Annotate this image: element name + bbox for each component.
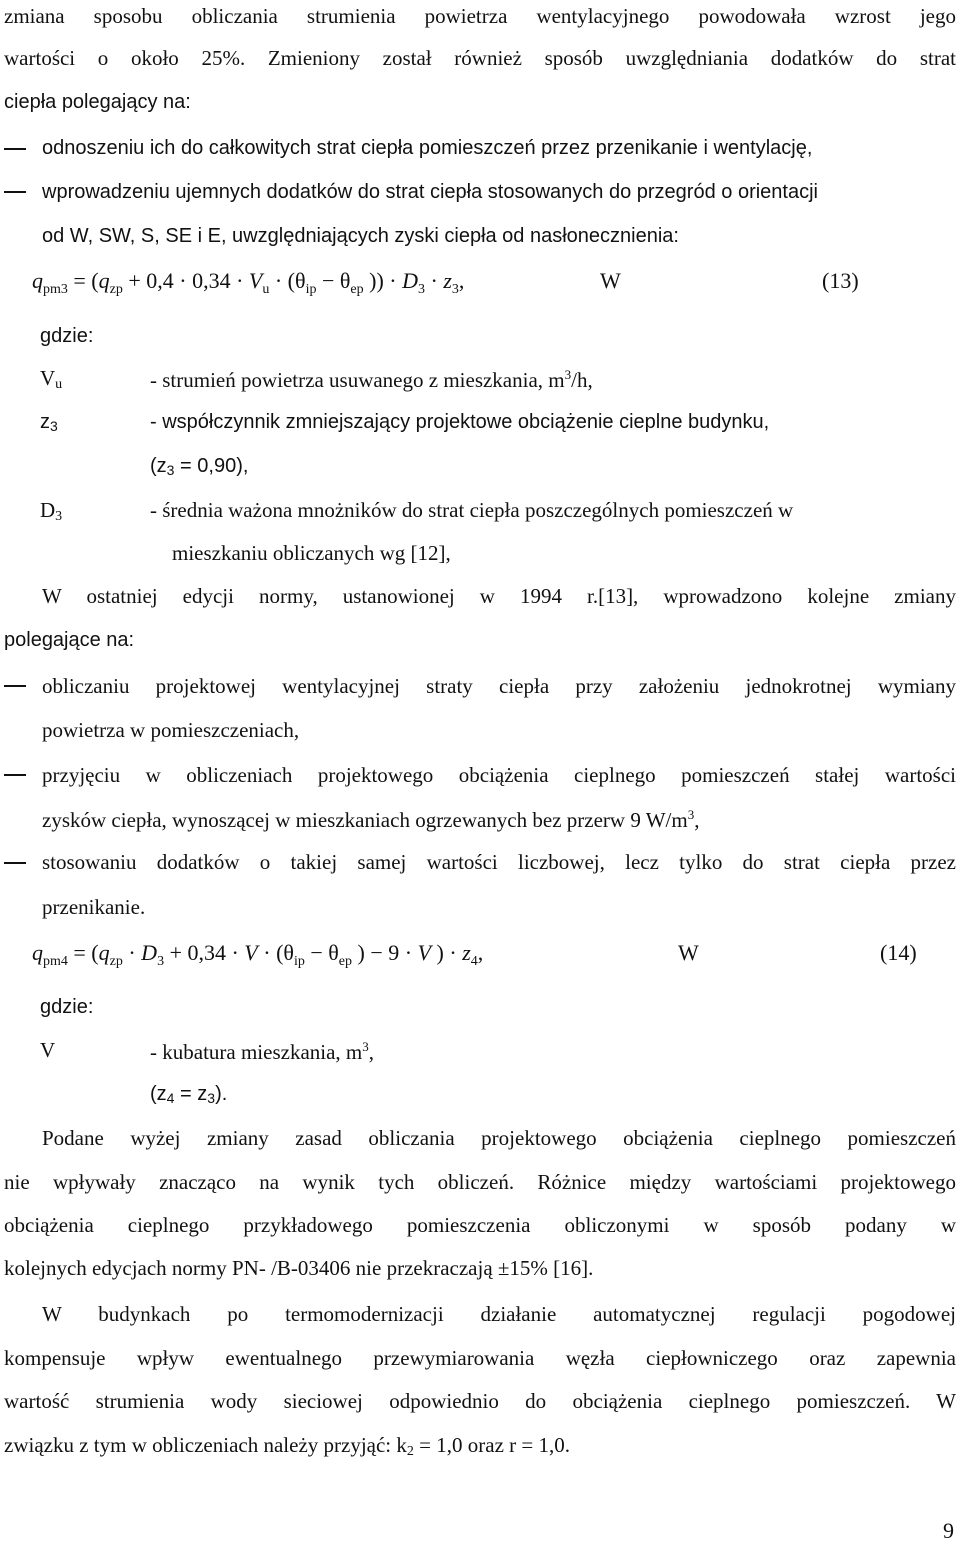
paragraph-line: związku z tym w obliczeniach należy przyjąć: $k_2 = 1,0$ oraz r = 1,0. bbox=[4, 1433, 570, 1459]
definition-text: - współczynnik zmniejszający projektowe obciążenie cieplne budynku, bbox=[150, 411, 770, 433]
list-item: przenikanie. bbox=[42, 895, 146, 919]
definition-text: - kubatura mieszkania, $m^3$, bbox=[150, 1039, 375, 1064]
list-item: powietrza w pomieszczeniach, bbox=[42, 718, 300, 742]
paragraph-line: Podane wyżej zmiany zasad obliczania projektowego obciążenia cieplnego pomieszczeń bbox=[42, 1126, 956, 1150]
paragraph-line: wartości o około 25%. Zmieniony został również sposób uwzględniania dodatków do strat bbox=[4, 46, 956, 70]
list-dash bbox=[4, 862, 26, 864]
eq-symbol: q bbox=[32, 268, 43, 293]
definition-continuation: mieszkaniu obliczanych wg [12], bbox=[172, 541, 451, 565]
equation-number: (14) bbox=[880, 940, 917, 965]
list-item: odnoszeniu ich do całkowitych strat ciepła pomieszczeń przez przenikanie i wentylację, bbox=[42, 137, 813, 159]
definition-text: - strumień powietrza usuwanego z mieszkania, $m^3/h$, bbox=[150, 367, 593, 392]
where-label: gdzie: bbox=[40, 996, 94, 1018]
definition-continuation: $(z_4 = z_3)$. bbox=[150, 1083, 228, 1106]
list-dash bbox=[4, 148, 26, 150]
list-dash bbox=[4, 774, 26, 776]
paragraph-line: nie wpływały znacząco na wynik tych obliczeń. Różnice między wartościami projektowego bbox=[4, 1170, 956, 1194]
paragraph-line: zmiana sposobu obliczania strumienia powietrza wentylacyjnego powodowała wzrost jego bbox=[4, 4, 956, 28]
list-item: przyjęciu w obliczeniach projektowego obciążenia cieplnego pomieszczeń stałej wartości bbox=[42, 763, 956, 787]
list-item: obliczaniu projektowej wentylacyjnej straty ciepła przy założeniu jednokrotnej wymiany bbox=[42, 674, 956, 698]
definition-text: - średnia ważona mnożników do strat ciepła poszczególnych pomieszczeń w bbox=[150, 498, 794, 522]
list-dash bbox=[4, 191, 26, 193]
equation-number: (13) bbox=[822, 268, 859, 293]
equation-14: $q_{pm4} = (q_{zp} \cdot D_3 + 0,34 \cdot V \cdot (\theta_{ip} - \theta_{ep}$ ) − 9 · V ) · $z_4$, bbox=[32, 940, 484, 969]
definition-symbol: $z_3$ bbox=[40, 411, 58, 434]
list-dash bbox=[4, 685, 26, 687]
definition-continuation: $(z_3 = 0,90)$, bbox=[150, 455, 249, 478]
paragraph-line: obciążenia cieplnego przykładowego pomieszczenia obliczonymi w sposób podany w bbox=[4, 1213, 956, 1237]
paragraph-line: kolejnych edycjach normy PN- /B-03406 nie przekraczają ±15% [16]. bbox=[4, 1256, 594, 1280]
equation-13: $q_{pm3} = (q_{zp} + 0,4 \cdot 0,34 \cdot V_u \cdot (\theta_{ip} - \theta_{ep}$ )) · $D_3 \cdot z_3$, bbox=[32, 268, 465, 297]
paragraph-line: wartość strumienia wody sieciowej odpowiednio do obciążenia cieplnego pomieszczeń. W bbox=[4, 1389, 956, 1413]
where-label: gdzie: bbox=[40, 325, 94, 347]
paragraph-line: W ostatniej edycji normy, ustanowionej w 1994 r.[13], wprowadzono kolejne zmiany bbox=[42, 584, 956, 608]
paragraph-line: polegające na: bbox=[4, 629, 135, 651]
definition-symbol: V bbox=[40, 1038, 56, 1062]
paragraph-line: kompensuje wpływ ewentualnego przewymiarowania węzła ciepłowniczego oraz zapewnia bbox=[4, 1346, 956, 1370]
equation-unit: W bbox=[678, 940, 699, 965]
list-item: zysków ciepła, wynoszącej w mieszkaniach ogrzewanych bez przerw 9 $W/m^3$, bbox=[42, 807, 700, 832]
list-item: od W, SW, S, SE i E, uwzględniających zyski ciepła od nasłonecznienia: bbox=[42, 225, 679, 247]
definition-symbol: $D_3$ bbox=[40, 498, 63, 524]
paragraph-line: W budynkach po termomodernizacji działanie automatycznej regulacji pogodowej bbox=[42, 1302, 956, 1326]
equation-unit: W bbox=[600, 268, 621, 293]
list-item: wprowadzeniu ujemnych dodatków do strat ciepła stosowanych do przegród o orientacji bbox=[42, 181, 818, 203]
paragraph-line: ciepła polegający na: bbox=[4, 91, 191, 113]
list-item: stosowaniu dodatków o takiej samej wartości liczbowej, lecz tylko do strat ciepła przez bbox=[42, 850, 956, 874]
definition-symbol: $V_u$ bbox=[40, 366, 63, 392]
page-number: 9 bbox=[943, 1518, 954, 1543]
